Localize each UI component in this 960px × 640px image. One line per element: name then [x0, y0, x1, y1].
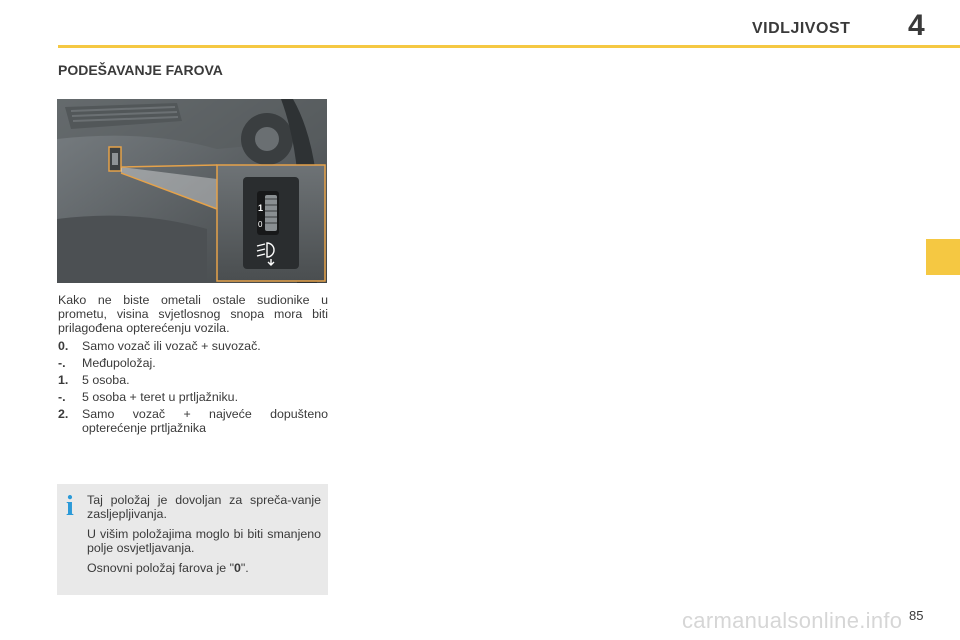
chapter-title: VIDLJIVOST	[752, 20, 851, 37]
position-text: 5 osoba + teret u prtljažniku.	[82, 390, 239, 404]
position-text: Samo vozač ili vozač + suvozač.	[82, 339, 261, 353]
position-key: 2.	[58, 407, 69, 421]
position-text: Međupoložaj.	[82, 356, 156, 370]
info-box	[57, 484, 328, 595]
position-text: 5 osoba.	[82, 373, 130, 387]
header-rule	[58, 45, 960, 48]
info-icon: i	[66, 491, 74, 522]
position-key: 0.	[58, 339, 69, 353]
info-paragraph-2: U višim položajima moglo bi biti smanjeno polje osvjetljavanja.	[87, 527, 321, 555]
position-key: 1.	[58, 373, 69, 387]
position-key: -.	[58, 390, 66, 404]
headlamp-adjuster-photo	[57, 99, 327, 283]
intro-paragraph: Kako ne biste ometali ostale sudionike u prometu, visina svjetlosnog snopa mora biti prilagođena opterećenju vozila.	[58, 293, 328, 335]
page-number: 85	[909, 608, 924, 623]
dial-mark-0: 0	[258, 220, 263, 229]
position-key: -.	[58, 356, 66, 370]
info-p3-bold: 0	[233, 561, 241, 575]
info-paragraph-1: Taj položaj je dovoljan za spreča-vanje zasljepljivanja.	[87, 493, 321, 521]
position-item	[58, 407, 328, 435]
dial-mark-1: 1	[258, 203, 264, 213]
position-item	[58, 339, 328, 353]
section-title: PODEŠAVANJE FAROVA	[58, 62, 223, 78]
info-paragraph-3	[87, 561, 321, 575]
body-text	[58, 293, 328, 435]
position-text: Samo vozač + najveće dopušteno opterećenje prtljažnika	[82, 407, 328, 435]
watermark: carmanualsonline.info	[682, 608, 903, 633]
info-p3-after: ".	[240, 561, 249, 575]
info-text	[87, 493, 321, 581]
chapter-side-tab	[926, 239, 960, 275]
position-item	[58, 373, 328, 387]
chapter-number: 4	[908, 9, 925, 42]
info-p3-before: Osnovni položaj farova je "	[87, 561, 234, 575]
position-item	[58, 390, 328, 404]
position-item	[58, 356, 328, 370]
